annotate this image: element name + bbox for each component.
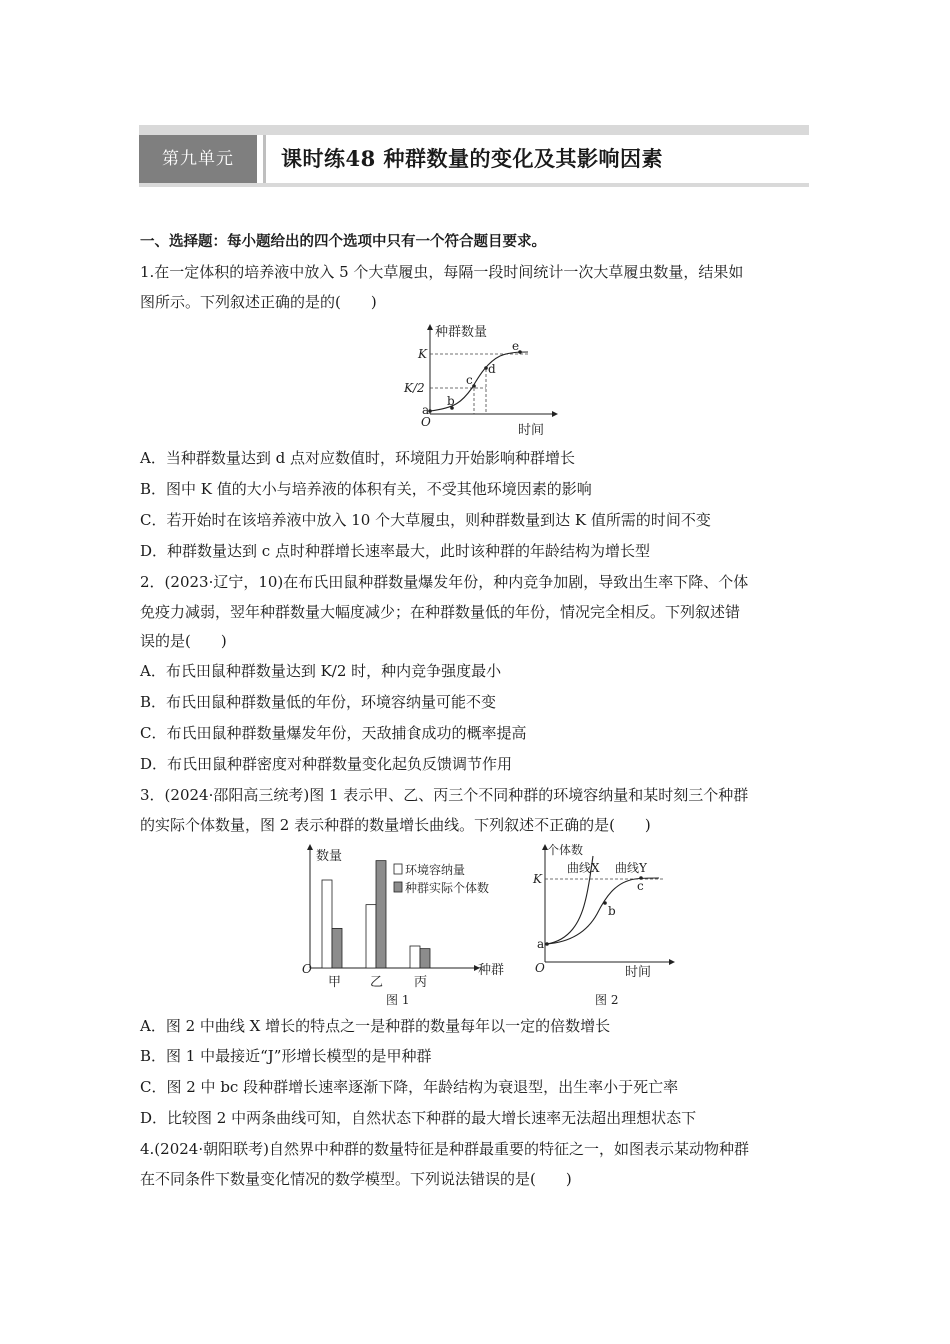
fig2-origin: O	[535, 961, 545, 975]
q1-label-d: d	[488, 362, 496, 376]
q1-s-curve	[430, 352, 528, 411]
fig2-curve-x-label: 曲线X	[567, 861, 600, 875]
q1-label-c: c	[466, 373, 473, 387]
fig1-bar-capacity-2	[366, 905, 376, 968]
q4-stem-line1: 4.(2024·朝阳联考)自然界中种群的数量特征是种群最重要的特征之一，如图表示某动物种群	[140, 1140, 749, 1158]
q1-x-arrow	[552, 411, 558, 417]
header-bottom-bar	[139, 183, 809, 187]
unit-label: 第九单元	[139, 135, 257, 183]
q1-y-arrow	[427, 324, 433, 330]
fig2-label-c: c	[637, 879, 644, 893]
fig2-label-a: a	[537, 937, 545, 951]
fig2-point-b	[603, 901, 607, 905]
q2-stem-line3: 误的是( )	[140, 632, 227, 650]
q3-figure-1	[300, 842, 520, 1007]
q1-label-e: e	[512, 339, 520, 353]
fig1-y-arrow	[307, 844, 313, 850]
q2-stem-line1: 2．(2023·辽宁，10)在布氏田鼠种群数量爆发年份，种内竞争加剧，导致出生率下降、个体	[140, 573, 749, 591]
q3-option-a: A．图 2 中曲线 X 增长的特点之一是种群的数量每年以一定的倍数增长	[140, 1017, 611, 1035]
q1-option-c: C．若开始时在该培养液中放入 10 个大草履虫，则种群数量到达 K 值所需的时间不变	[140, 511, 711, 529]
fig1-y-label: 数量	[316, 849, 343, 864]
q1-option-d: D．种群数量达到 c 点时种群增长速率最大，此时该种群的年龄结构为增长型	[140, 542, 650, 560]
q1-option-a: A．当种群数量达到 d 点对应数值时，环境阻力开始影响种群增长	[140, 449, 575, 467]
q3-stem-line2: 的实际个体数量，图 2 表示种群的数量增长曲线。下列叙述不正确的是( )	[140, 816, 651, 834]
fig1-legend-actual-swatch	[394, 882, 402, 892]
fig1-x-label: 种群	[478, 963, 505, 978]
fig1-bar-actual-1	[332, 928, 342, 968]
unit-header	[139, 125, 809, 187]
q1-khalf-label: K/2	[404, 381, 425, 395]
fig1-bar-capacity-1	[322, 880, 332, 968]
q3-figure-2	[525, 842, 685, 1007]
fig2-point-a	[545, 942, 549, 946]
fig2-label-b: b	[608, 904, 616, 918]
q2-option-a: A．布氏田鼠种群数量达到 K/2 时，种内竞争强度最小	[140, 662, 502, 680]
q1-figure	[400, 322, 560, 440]
fig2-curve-y-label: 曲线Y	[615, 861, 647, 875]
section-title: 一、选择题：每小题给出的四个选项中只有一个符合题目要求。	[140, 234, 546, 250]
fig1-cat-jia: 甲	[328, 975, 342, 990]
q1-label-b: b	[447, 394, 455, 408]
q1-origin: O	[421, 415, 431, 429]
fig1-bar-capacity-3	[410, 946, 420, 968]
q1-stem-line2: 图所示。下列叙述正确的是的( )	[140, 293, 377, 311]
q1-y-label: 种群数量	[435, 325, 488, 340]
fig1-bar-actual-2	[376, 861, 386, 968]
q3-option-b: B．图 1 中最接近“J”形增长模型的是甲种群	[140, 1047, 432, 1065]
fig2-x-arrow	[669, 959, 675, 965]
header-separator	[263, 135, 266, 183]
q1-x-label: 时间	[518, 423, 545, 438]
fig1-legend-actual: 种群实际个体数	[405, 881, 490, 895]
lesson-title: 课时练48 种群数量的变化及其影响因素	[281, 146, 664, 171]
q1-label-a: a	[422, 403, 430, 417]
q3-stem-line1: 3．(2024·邵阳高三统考)图 1 表示甲、乙、丙三个不同种群的环境容纳量和某时刻三个种群	[140, 786, 749, 804]
fig1-bar-actual-3	[420, 949, 430, 968]
fig2-y-label: 个体数	[547, 843, 584, 857]
q1-stem-line1: 1.在一定体积的培养液中放入 5 个大草履虫，每隔一段时间统计一次大草履虫数量，结果如	[140, 263, 744, 281]
fig2-k-label: K	[533, 872, 542, 886]
header-top-bar	[139, 125, 809, 135]
fig1-legend-capacity: 环境容纳量	[405, 863, 466, 877]
q3-option-c: C．图 2 中 bc 段种群增长速率逐渐下降，年龄结构为衰退型，出生率小于死亡率	[140, 1078, 679, 1096]
q1-option-b: B．图中 K 值的大小与培养液的体积有关，不受其他环境因素的影响	[140, 480, 592, 498]
q1-point-c	[472, 384, 476, 388]
q2-option-d: D．布氏田鼠种群密度对种群数量变化起负反馈调节作用	[140, 755, 513, 773]
fig1-origin: O	[302, 962, 312, 976]
q2-option-b: B．布氏田鼠种群数量低的年份，环境容纳量可能不变	[140, 693, 497, 711]
fig1-legend-capacity-swatch	[394, 864, 402, 874]
fig2-caption: 图 2	[595, 993, 619, 1007]
fig1-cat-bing: 丙	[414, 975, 428, 990]
fig1-caption: 图 1	[386, 993, 410, 1007]
q4-stem-line2: 在不同条件下数量变化情况的数学模型。下列说法错误的是( )	[140, 1170, 572, 1188]
fig1-cat-yi: 乙	[370, 975, 384, 990]
q3-option-d: D．比较图 2 中两条曲线可知，自然状态下种群的最大增长速率无法超出理想状态下	[140, 1109, 697, 1127]
q2-option-c: C．布氏田鼠种群数量爆发年份，天敌捕食成功的概率提高	[140, 724, 527, 742]
q1-k-label: K	[418, 347, 427, 361]
fig2-x-label: 时间	[625, 965, 652, 980]
q2-stem-line2: 免疫力减弱，翌年种群数量大幅度减少；在种群数量低的年份，情况完全相反。下列叙述错	[140, 603, 741, 621]
